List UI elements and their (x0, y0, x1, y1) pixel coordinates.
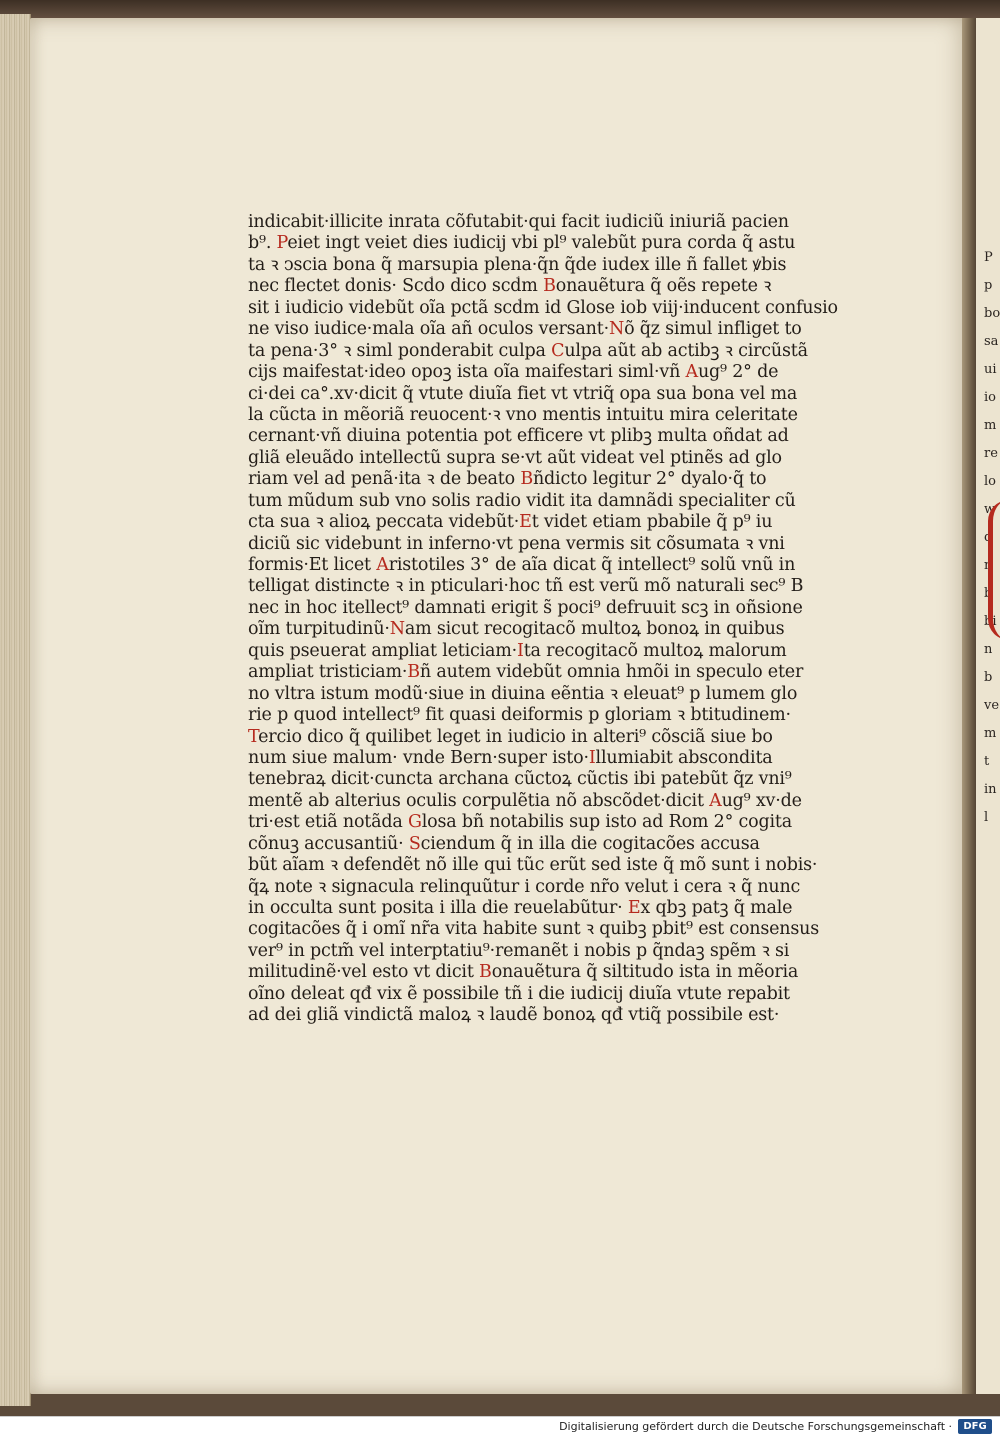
facing-page-fragment: n (984, 558, 993, 573)
facing-page-fragment: bi (984, 614, 997, 629)
rubricated-initial: B (407, 662, 420, 683)
facing-page-fragment: in (984, 782, 997, 797)
rubricated-initial: A (709, 790, 722, 811)
text-line: no vltra istum modũ·siue in diuina eẽntia ꝛ eleuat⁹ p lumem glo (248, 683, 798, 704)
text-line: militudinẽ·vel esto vt dicit Bonauẽtura q̃ siltitudo ista in mẽoria (248, 962, 799, 983)
facing-page-fragment: b (984, 670, 993, 685)
facing-page-fragment: w (984, 502, 996, 517)
text-line: mentẽ ab alterius oculis corpulẽtia nõ abscõdet·dicit Aug⁹ xv·de (248, 790, 802, 811)
facing-page-fragment: d (984, 530, 993, 545)
text-line: cogitacões q̃ i omĩ nr̃a vita habite sunt ꝛ quibꝫ pbit⁹ est consensus (248, 919, 819, 940)
facing-page-fragment: m (984, 418, 997, 433)
rubricated-initial: C (551, 340, 565, 361)
facing-page-fragment: re (984, 446, 998, 461)
text-line: tri·est etiã notãda Glosa bñ notabilis sup isto ad Rom 2° cogita (248, 812, 792, 833)
rubricated-initial: E (519, 512, 532, 533)
text-line: telligat distincte ꝛ in pticulari·hoc tñ est verũ mõ naturali sec⁹ B (248, 576, 804, 597)
text-line: cernant·vñ diuina potentia pot efficere vt plibꝫ multa oñdat ad (248, 426, 789, 447)
red-initial-fragment (988, 500, 1000, 640)
rubricated-initial: A (685, 362, 698, 383)
rubricated-initial: G (407, 812, 422, 833)
rubricated-initial: N (389, 619, 405, 640)
facing-page-edge (976, 18, 1000, 1394)
digitization-footer (0, 1416, 1000, 1437)
facing-page-fragment: m (984, 726, 997, 741)
text-line: oĩno deleat̃ qđ vix ẽ possibile tñ i die iudicij diuĩa vtute repabit (248, 983, 790, 1004)
rubricated-initial: I (588, 747, 596, 768)
rubricated-initial: B (543, 276, 556, 297)
facing-page-fragment: b (984, 586, 993, 601)
text-line: q̃ꝝ note ꝛ signacula relinquũtur i corde nr̃o velut i cera ꝛ q̃ nunc (248, 876, 801, 897)
text-line: ci·dei ca°.xv·dicit q̃ vtute diuĩa fiet vt vtriq̃ opa sua bona vel ma (248, 383, 798, 404)
facing-page-fragment: lo (984, 474, 996, 489)
text-line: b⁹. Peiet ingt veiet dies iudicij vbi pl⁹ valebũt pura corda q̃ astu (248, 233, 796, 254)
rubricated-initial: T (248, 726, 259, 747)
text-line: oĩm turpitudinũ·Nam sicut recogitacõ multoꝝ bonoꝝ in quibus (248, 619, 785, 640)
footer-credit: Digitalisierung gefördert durch die Deutsche Forschungsgemeinschaft · (559, 1420, 952, 1433)
text-line: cta sua ꝛ alioꝝ peccata videbũt·Et videt etiam pbabile q̃ p⁹ iu (248, 512, 773, 533)
text-line: cijs maifestat·ideo opoꝫ ista oĩa maifestari siml·vñ Aug⁹ 2° de (248, 362, 779, 383)
text-line: diciũ sic videbunt in inferno·vt pena vermis sit cõsumata ꝛ vni (248, 533, 785, 554)
rubricated-initial: P (276, 233, 288, 254)
text-line: ta pena·3° ꝛ siml ponderabit culpa Culpa aũt ab actibꝫ ꝛ circũstã (248, 340, 808, 361)
text-line: riam vel ad penã·ita ꝛ de beato Bñdicto legitur 2° dyalo·q̃ to (248, 469, 767, 490)
text-line: nec in hoc itellect⁹ damnati erigit̃ s̃ poci⁹ defruuit̃ scꝫ in oñsione (248, 597, 803, 618)
facing-page-fragment: io (984, 390, 996, 405)
text-line: tum mũdum sub vno solis radio vidit ita damnãdi specialiter cũ (248, 490, 796, 511)
rubricated-initial: I (517, 640, 524, 661)
text-column (248, 212, 858, 1027)
facing-page-fragment: ve (984, 698, 1000, 713)
dfg-logo: DFG (958, 1419, 992, 1434)
book-fore-edge (0, 14, 31, 1406)
text-line: la cũcta in mẽoriã reuocent·ꝛ vno mentis intuitu mira celeritate (248, 404, 798, 425)
text-line: indicabit·illicite inrata cõfutabit·qui facit iudiciũ iniuriã pacien (248, 212, 789, 232)
rubricated-initial: E (627, 898, 641, 918)
facing-page-fragment: sa (984, 334, 999, 349)
rubricated-initial: A (376, 555, 389, 575)
facing-page-fragment: P (984, 250, 993, 265)
facing-page-fragment: bo (984, 306, 1000, 321)
text-line: cõnuꝫ accusantiũ· Sciendum q̃ in illa die cogitacões accusa (248, 833, 760, 854)
text-line: formis·Et licet Aristotiles 3° de aĩa dicat q̃ intellect⁹ solũ vnũ in (248, 555, 796, 575)
facing-page-fragment: l (984, 810, 989, 825)
text-line: ad dei gliã vindictã maloꝝ ꝛ laudẽ bonoꝝ qđ vtiq̃ possibile est· (248, 1005, 780, 1026)
rubricated-initial: N (608, 319, 625, 340)
text-line: ne viso iudice·mala oĩa añ oculos versant·Nõ q̃z simul infliget to (248, 319, 802, 340)
rubricated-initial: B (479, 962, 492, 983)
facing-page-fragment: ui (984, 362, 997, 377)
text-line: tenebraꝝ dicit·cuncta archana cũctoꝝ cũctis ibi patebũt q̃z vni⁹ (248, 769, 792, 790)
text-line: in occulta sunt posita i illa die reuelabũtur· Ex qbꝫ patꝫ q̃ male (248, 898, 793, 918)
text-line: quis pseuerat ampliat leticiam·Ita recogitacõ multoꝝ malorum (248, 640, 787, 661)
text-line: num siue malum· vnde Bern·super isto·Illumiabit abscondita (248, 747, 773, 768)
text-line: ampliat tristiciam·Bñ autem videbũt omnia hmõi in speculo eter (248, 662, 804, 683)
text-line: Tercio dico q̃ quilibet leget in iudicio in alteri⁹ cõsciã siue bo (248, 726, 773, 747)
rubricated-initial: S (408, 833, 421, 854)
text-line: bũt aĩam ꝛ defendẽt nõ ille qui tũc erũt sed iste q̃ mõ sunt i nobis· (248, 855, 818, 876)
facing-page-fragment: n (984, 642, 993, 657)
facing-page-fragment: p (984, 278, 993, 293)
text-line: nec flectet donis· Scḋo dico scḋm Bonauẽtura q̃ oẽs repete ꝛ (248, 276, 772, 297)
text-line: ver⁹ in pctm̃ vel interptatiu⁹·remanẽt i nobis p q̃ndaꝫ spẽm ꝛ si (248, 940, 790, 961)
text-line: gliã eleuãdo intellectũ supra se·vt aũt videat vel ptinẽs ad glo (248, 447, 782, 468)
rubricated-initial: B (520, 469, 533, 490)
facing-page-fragment: t (984, 754, 990, 769)
text-line: rie p quod intellect⁹ fit quasi deiformis p gloriam ꝛ btitudinem· (248, 705, 791, 726)
text-line: sit i iudicio videbũt oĩa pctã scḋm id Glose iob viij·inducent confusio (248, 297, 838, 318)
text-line: ta ꝛ ↄscia bona q̃ marsupia plena·q̃n q̃de iudex ille ñ fallet ꝟbis (248, 254, 787, 275)
